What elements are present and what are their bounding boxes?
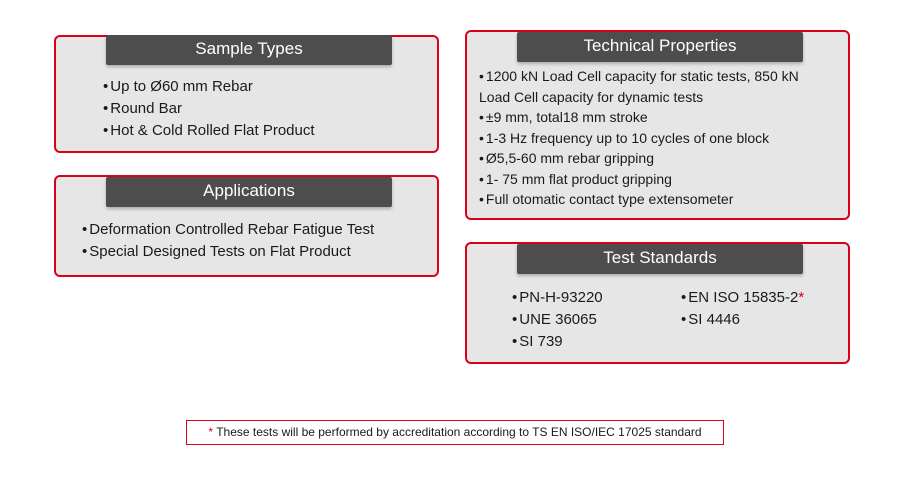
technical-properties-list xyxy=(479,66,799,210)
list-item: • EN ISO 15835-2* xyxy=(681,289,805,306)
applications-title: Applications xyxy=(106,177,392,207)
test-standards-title: Test Standards xyxy=(517,244,803,274)
list-item: • UNE 36065 xyxy=(512,311,597,328)
list-item: • SI 739 xyxy=(512,333,563,350)
footnote-asterisk: * xyxy=(208,425,214,439)
list-item: • Deformation Controlled Rebar Fatigue Test xyxy=(82,221,375,238)
list-item: • 1200 kN Load Cell capacity for static tests, 850 kN xyxy=(479,68,799,84)
list-item: • Up to Ø60 mm Rebar xyxy=(103,78,253,95)
list-item: • PN-H-93220 xyxy=(512,289,603,306)
sample-types-card xyxy=(54,35,439,153)
list-item: • 1-3 Hz frequency up to 10 cycles of one block xyxy=(479,129,770,146)
list-item: • Special Designed Tests on Flat Product xyxy=(82,243,351,260)
sample-types-title: Sample Types xyxy=(106,35,392,65)
test-standards-right-list xyxy=(681,287,804,331)
list-item: • SI 4446 xyxy=(681,311,740,328)
list-item: • ±9 mm, total18 mm stroke xyxy=(479,109,648,125)
applications-list xyxy=(82,219,374,263)
test-standards-left-list xyxy=(512,287,603,353)
list-item: • Hot & Cold Rolled Flat Product xyxy=(103,122,315,139)
list-item: • Round Bar xyxy=(103,100,182,117)
applications-card xyxy=(54,175,439,277)
technical-properties-card xyxy=(465,30,850,220)
accreditation-footnote xyxy=(186,420,724,445)
sample-types-list xyxy=(103,76,315,142)
technical-properties-title: Technical Properties xyxy=(517,32,803,62)
list-item-continuation: Load Cell capacity for dynamic tests xyxy=(479,88,704,105)
list-item: • 1- 75 mm flat product gripping xyxy=(479,170,672,187)
accreditation-asterisk: * xyxy=(798,289,805,306)
test-standards-card xyxy=(465,242,850,364)
list-item: • Full otomatic contact type extensometer xyxy=(479,191,734,207)
list-item: • Ø5,5-60 mm rebar gripping xyxy=(479,150,654,166)
footnote-text: These tests will be performed by accreditation according to TS EN ISO/IEC 17025 standard xyxy=(216,425,702,439)
